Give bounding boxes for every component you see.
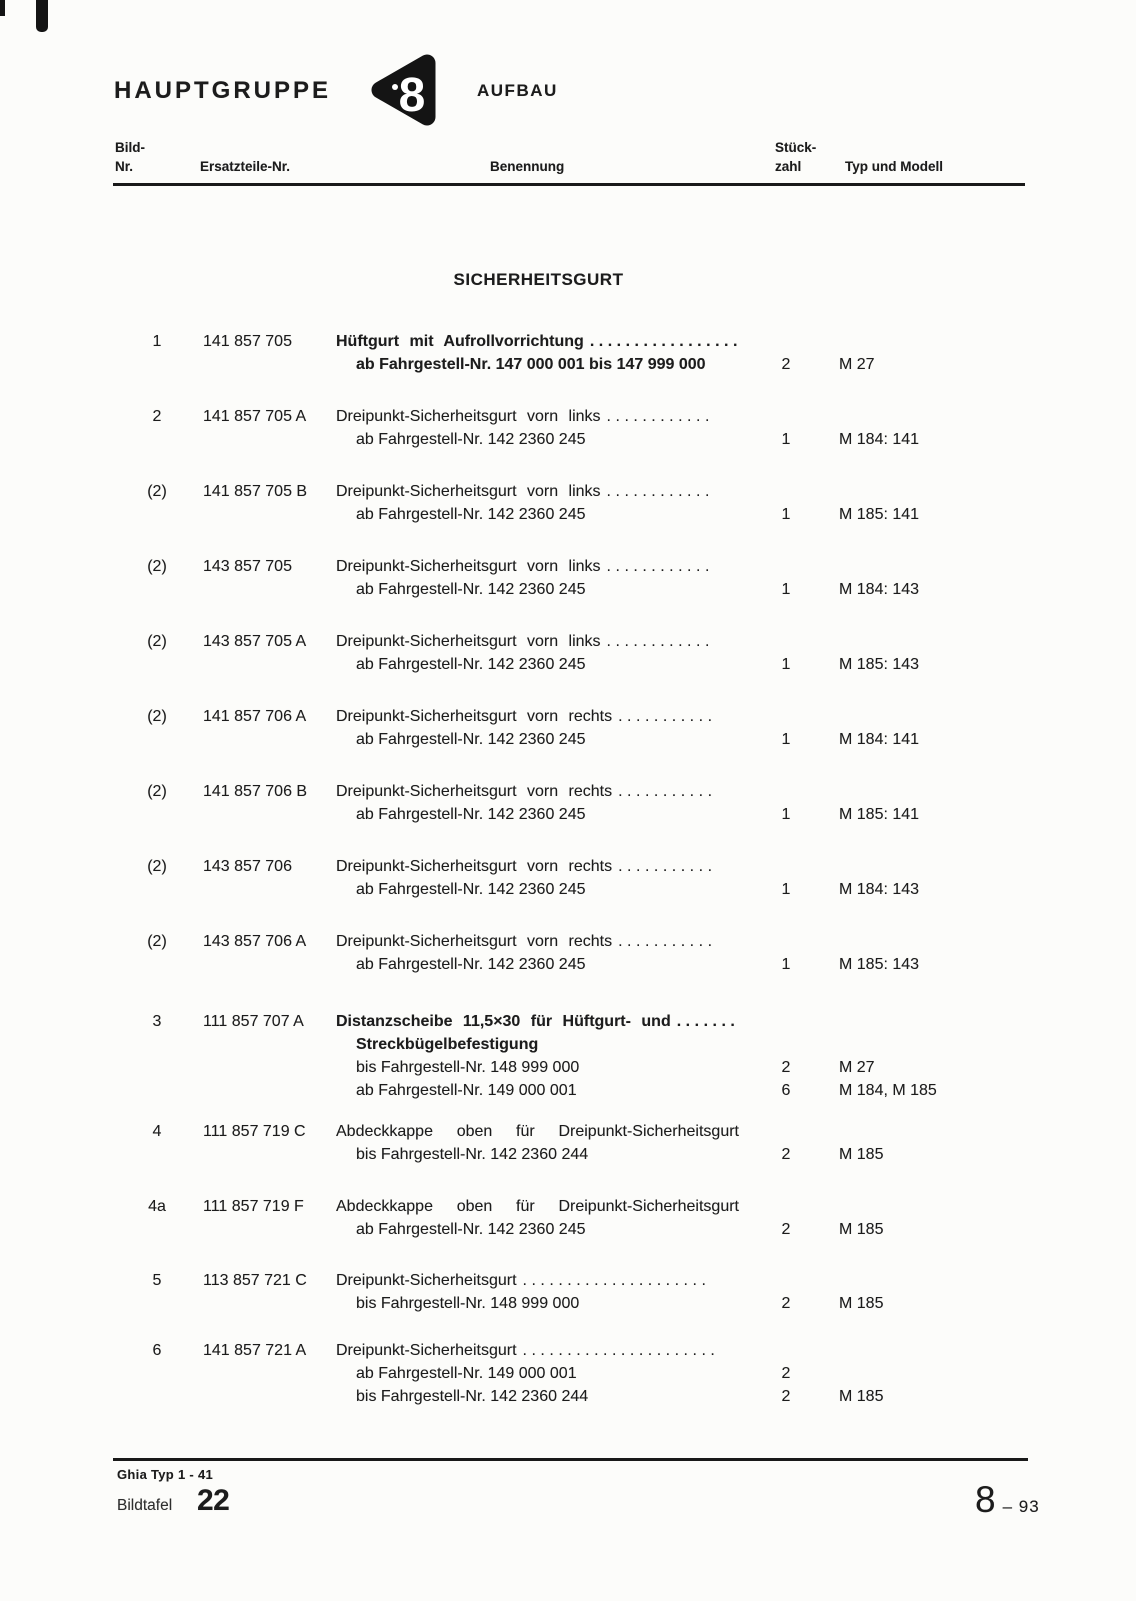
typ-modell-value xyxy=(831,1339,1030,1362)
typ-modell-value: M 184: 141 xyxy=(839,731,920,748)
row-line xyxy=(336,653,1030,676)
column-header-stueckzahl xyxy=(775,138,816,176)
benennung-text: bis Fahrgestell-Nr. 142 2360 244 xyxy=(356,1388,589,1405)
row-lines xyxy=(336,1195,1030,1241)
ersatzteile-nr: 141 857 705 B xyxy=(203,483,308,500)
column-header-line: Nr. xyxy=(115,159,134,174)
typ-modell-value: M 27 xyxy=(839,1059,875,1076)
benennung-text: Dreipunkt-Sicherheitsgurt vorn links ............ xyxy=(336,633,714,650)
dot-leader: ........... xyxy=(618,783,717,800)
row-line xyxy=(336,1079,1030,1102)
typ-modell-value: M 184: 141 xyxy=(839,431,920,448)
stueckzahl-value xyxy=(741,555,831,578)
row-line xyxy=(336,1339,1030,1362)
bild-nr: 2 xyxy=(152,408,162,425)
bild-nr: 4 xyxy=(152,1123,162,1140)
benennung-text: Dreipunkt-Sicherheitsgurt vorn rechts ........... xyxy=(336,708,717,725)
dot-leader: ................. xyxy=(589,333,742,350)
stueckzahl-value xyxy=(741,480,831,503)
table-row xyxy=(115,780,1030,826)
row-line xyxy=(336,428,1030,451)
typ-modell-value: M 185 xyxy=(839,1221,884,1238)
column-header-ersatzteile-nr: Ersatzteile-Nr. xyxy=(200,159,291,174)
table-row xyxy=(115,405,1030,451)
stueckzahl-value: 1 xyxy=(781,656,791,673)
row-line xyxy=(336,878,1030,901)
row-line xyxy=(336,1218,1030,1241)
row-line xyxy=(336,330,1030,353)
table-row xyxy=(115,1195,1030,1241)
row-line xyxy=(336,930,1030,953)
row-lines xyxy=(336,1120,1030,1166)
stueckzahl-value xyxy=(741,1120,831,1143)
footer-divider xyxy=(113,1458,1028,1461)
stueckzahl-value xyxy=(741,1195,831,1218)
page-number-minor xyxy=(1003,1497,1040,1517)
benennung-text: Dreipunkt-Sicherheitsgurt vorn links ............ xyxy=(336,558,714,575)
typ-modell-value xyxy=(831,930,1030,953)
typ-modell-value xyxy=(831,330,1030,353)
typ-modell-value: M 184: 143 xyxy=(839,881,920,898)
page-number-separator: – xyxy=(1002,1497,1014,1516)
benennung-text: Dreipunkt-Sicherheitsgurt ..................... xyxy=(336,1272,711,1289)
bild-nr: (2) xyxy=(147,933,167,950)
row-lines xyxy=(336,930,1030,976)
stueckzahl-value xyxy=(741,705,831,728)
dot-leader: ............ xyxy=(606,558,714,575)
ersatzteile-nr: 141 857 705 xyxy=(203,333,292,350)
typ-modell-value xyxy=(831,1010,1030,1033)
typ-modell-value: M 27 xyxy=(839,356,875,373)
dot-leader: ........... xyxy=(618,933,717,950)
typ-modell-value xyxy=(831,1269,1030,1292)
stueckzahl-value: 1 xyxy=(781,806,791,823)
typ-modell-value xyxy=(831,1033,1030,1056)
benennung-text: ab Fahrgestell-Nr. 142 2360 245 xyxy=(356,1221,586,1238)
stueckzahl-value: 2 xyxy=(781,356,791,373)
typ-modell-value: M 185: 141 xyxy=(839,806,920,823)
column-header-typ-modell: Typ und Modell xyxy=(845,159,943,174)
typ-modell-value: M 185: 143 xyxy=(839,656,920,673)
bildtafel-number: 22 xyxy=(197,1484,230,1517)
row-line xyxy=(336,555,1030,578)
row-line xyxy=(336,1143,1030,1166)
stueckzahl-value xyxy=(741,1269,831,1292)
typ-modell-value: M 184: 143 xyxy=(839,581,920,598)
benennung-text: ab Fahrgestell-Nr. 147 000 001 bis 147 999 000 xyxy=(356,356,706,373)
bild-nr: (2) xyxy=(147,483,167,500)
stueckzahl-value xyxy=(741,630,831,653)
row-line xyxy=(336,1292,1030,1315)
ersatzteile-nr: 143 857 705 xyxy=(203,558,292,575)
ersatzteile-nr: 141 857 705 A xyxy=(203,408,307,425)
stueckzahl-value: 1 xyxy=(781,731,791,748)
ersatzteile-nr: 141 857 721 A xyxy=(203,1342,307,1359)
stueckzahl-value: 2 xyxy=(781,1365,791,1382)
stueckzahl-value xyxy=(741,855,831,878)
bild-nr: 1 xyxy=(152,333,162,350)
stueckzahl-value: 2 xyxy=(781,1295,791,1312)
benennung-text: Hüftgurt mit Aufrollvorrichtung ................. xyxy=(336,333,742,350)
model-line: Ghia Typ 1 - 41 xyxy=(117,1467,214,1482)
ersatzteile-nr: 111 857 719 C xyxy=(203,1123,306,1140)
row-line xyxy=(336,480,1030,503)
stueckzahl-value xyxy=(741,330,831,353)
column-header-benennung: Benennung xyxy=(490,159,565,174)
row-line xyxy=(336,503,1030,526)
row-line xyxy=(336,1033,1030,1056)
row-lines xyxy=(336,330,1030,376)
typ-modell-value: M 185: 141 xyxy=(839,506,920,523)
dot-leader: ..................... xyxy=(522,1272,711,1289)
bild-nr: (2) xyxy=(147,633,167,650)
row-line xyxy=(336,1010,1030,1033)
row-lines xyxy=(336,480,1030,526)
stueckzahl-value xyxy=(741,405,831,428)
section-name: AUFBAU xyxy=(477,81,558,100)
typ-modell-value xyxy=(831,780,1030,803)
benennung-text: ab Fahrgestell-Nr. 142 2360 245 xyxy=(356,506,586,523)
typ-modell-value xyxy=(831,1120,1030,1143)
stueckzahl-value: 1 xyxy=(781,431,791,448)
stueckzahl-value: 6 xyxy=(781,1082,791,1099)
stueckzahl-value: 1 xyxy=(781,581,791,598)
scan-artifact xyxy=(0,0,5,16)
row-line xyxy=(336,803,1030,826)
typ-modell-value xyxy=(831,555,1030,578)
benennung-text: Distanzscheibe 11,5×30 für Hüftgurt- und ....... xyxy=(336,1013,740,1030)
benennung-text: ab Fahrgestell-Nr. 149 000 001 xyxy=(356,1365,577,1382)
row-lines xyxy=(336,855,1030,901)
row-lines xyxy=(336,1339,1030,1408)
typ-modell-value xyxy=(831,405,1030,428)
row-lines xyxy=(336,555,1030,601)
row-line xyxy=(336,630,1030,653)
typ-modell-value xyxy=(831,705,1030,728)
dot-leader: ........... xyxy=(618,708,717,725)
typ-modell-value xyxy=(831,630,1030,653)
table-row xyxy=(115,630,1030,676)
benennung-text: ab Fahrgestell-Nr. 142 2360 245 xyxy=(356,881,586,898)
ersatzteile-nr: 143 857 706 xyxy=(203,858,292,875)
bild-nr: (2) xyxy=(147,708,167,725)
stueckzahl-value: 1 xyxy=(781,956,791,973)
typ-modell-value: M 185 xyxy=(839,1146,884,1163)
ersatzteile-nr: 143 857 706 A xyxy=(203,933,307,950)
stueckzahl-value: 2 xyxy=(781,1388,791,1405)
row-line xyxy=(336,728,1030,751)
benennung-text: Dreipunkt-Sicherheitsgurt vorn links ............ xyxy=(336,483,714,500)
row-line xyxy=(336,1385,1030,1408)
benennung-text: Dreipunkt-Sicherheitsgurt vorn rechts ........... xyxy=(336,783,717,800)
stueckzahl-value: 2 xyxy=(781,1221,791,1238)
row-line xyxy=(336,780,1030,803)
row-line xyxy=(336,1362,1030,1385)
stueckzahl-value: 1 xyxy=(781,881,791,898)
typ-modell-value xyxy=(831,855,1030,878)
ersatzteile-nr: 143 857 705 A xyxy=(203,633,307,650)
row-line xyxy=(336,1195,1030,1218)
table-row xyxy=(115,1120,1030,1166)
table-row xyxy=(115,555,1030,601)
bild-nr: (2) xyxy=(147,783,167,800)
benennung-text: bis Fahrgestell-Nr. 148 999 000 xyxy=(356,1295,580,1312)
row-lines xyxy=(336,405,1030,451)
table-row xyxy=(115,855,1030,901)
benennung-text: ab Fahrgestell-Nr. 142 2360 245 xyxy=(356,431,586,448)
table-row xyxy=(115,930,1030,976)
ersatzteile-nr: 141 857 706 B xyxy=(203,783,308,800)
typ-modell-value: M 184, M 185 xyxy=(839,1082,937,1099)
row-lines xyxy=(336,630,1030,676)
stueckzahl-value: 1 xyxy=(781,506,791,523)
bild-nr: 3 xyxy=(152,1013,162,1030)
row-line xyxy=(336,405,1030,428)
typ-modell-value: M 185 xyxy=(839,1295,884,1312)
hauptgruppe-title: HAUPTGRUPPE xyxy=(114,77,332,104)
typ-modell-value xyxy=(831,1362,1030,1385)
row-line xyxy=(336,353,1030,376)
dot-leader: ...................... xyxy=(522,1342,720,1359)
page-number xyxy=(975,1481,1040,1518)
column-header-bild-nr xyxy=(115,138,145,176)
row-line xyxy=(336,953,1030,976)
benennung-text: ab Fahrgestell-Nr. 149 000 001 xyxy=(356,1082,577,1099)
benennung-text: ab Fahrgestell-Nr. 142 2360 245 xyxy=(356,656,586,673)
stueckzahl-value: 2 xyxy=(781,1059,791,1076)
bild-nr: (2) xyxy=(147,858,167,875)
benennung-text: Dreipunkt-Sicherheitsgurt ...................... xyxy=(336,1342,720,1359)
ersatzteile-nr: 113 857 721 C xyxy=(203,1272,307,1289)
table-row xyxy=(115,1339,1030,1408)
benennung-text: Dreipunkt-Sicherheitsgurt vorn rechts ........... xyxy=(336,858,717,875)
bildtafel-label: Bildtafel xyxy=(117,1497,173,1514)
header-divider xyxy=(113,183,1025,186)
dot-leader: ............ xyxy=(606,633,714,650)
row-line xyxy=(336,1056,1030,1079)
ersatzteile-nr: 111 857 719 F xyxy=(203,1198,304,1215)
badge-number: 8 xyxy=(398,69,426,122)
row-line xyxy=(336,855,1030,878)
bild-nr: 4a xyxy=(148,1198,166,1215)
scan-artifact xyxy=(36,0,48,32)
table-row xyxy=(115,705,1030,751)
benennung-text: Abdeckkappe oben für Dreipunkt-Sicherheitsgurt xyxy=(336,1198,739,1215)
ersatzteile-nr: 111 857 707 A xyxy=(203,1013,304,1030)
typ-modell-value: M 185 xyxy=(839,1388,884,1405)
row-lines xyxy=(336,780,1030,826)
table-row xyxy=(115,1010,1030,1102)
bild-nr: 5 xyxy=(152,1272,162,1289)
typ-modell-value xyxy=(831,480,1030,503)
dot-leader: ............ xyxy=(606,483,714,500)
column-header-line: zahl xyxy=(775,159,802,174)
typ-modell-value xyxy=(831,1195,1030,1218)
bild-nr: 6 xyxy=(152,1342,162,1359)
table-row xyxy=(115,330,1030,376)
dot-leader: ............ xyxy=(606,408,714,425)
ersatzteile-nr: 141 857 706 A xyxy=(203,708,307,725)
typ-modell-value: M 185: 143 xyxy=(839,956,920,973)
page-title: SICHERHEITSGURT xyxy=(453,270,624,289)
benennung-text: ab Fahrgestell-Nr. 142 2360 245 xyxy=(356,731,586,748)
parts-table-body xyxy=(115,330,1030,1437)
row-lines xyxy=(336,1269,1030,1315)
benennung-text: bis Fahrgestell-Nr. 148 999 000 xyxy=(356,1059,580,1076)
row-line xyxy=(336,1120,1030,1143)
stueckzahl-value xyxy=(741,1033,831,1056)
benennung-text: Abdeckkappe oben für Dreipunkt-Sicherheitsgurt xyxy=(336,1123,739,1140)
page-number-major: 8 xyxy=(975,1479,996,1520)
table-row xyxy=(115,1269,1030,1315)
row-line xyxy=(336,705,1030,728)
page-number-minor-value: 93 xyxy=(1018,1497,1040,1516)
column-header-line: Bild- xyxy=(115,140,145,155)
dot-leader: ........... xyxy=(618,858,717,875)
benennung-text: ab Fahrgestell-Nr. 142 2360 245 xyxy=(356,581,586,598)
dot-leader: ....... xyxy=(676,1013,740,1030)
stueckzahl-value: 2 xyxy=(781,1146,791,1163)
row-line xyxy=(336,578,1030,601)
benennung-text: Dreipunkt-Sicherheitsgurt vorn links ............ xyxy=(336,408,714,425)
benennung-text: bis Fahrgestell-Nr. 142 2360 244 xyxy=(356,1146,589,1163)
benennung-text: ab Fahrgestell-Nr. 142 2360 245 xyxy=(356,956,586,973)
stueckzahl-value xyxy=(741,1339,831,1362)
table-row xyxy=(115,480,1030,526)
bild-nr: (2) xyxy=(147,558,167,575)
benennung-text: Streckbügelbefestigung xyxy=(356,1036,539,1053)
stueckzahl-value xyxy=(741,930,831,953)
benennung-text: Dreipunkt-Sicherheitsgurt vorn rechts ........... xyxy=(336,933,717,950)
stueckzahl-value xyxy=(741,780,831,803)
benennung-text: ab Fahrgestell-Nr. 142 2360 245 xyxy=(356,806,586,823)
row-lines xyxy=(336,705,1030,751)
row-line xyxy=(336,1269,1030,1292)
row-lines xyxy=(336,1010,1030,1102)
stueckzahl-value xyxy=(741,1010,831,1033)
column-header-line: Stück- xyxy=(775,140,817,155)
group-8-badge-icon xyxy=(370,52,440,128)
